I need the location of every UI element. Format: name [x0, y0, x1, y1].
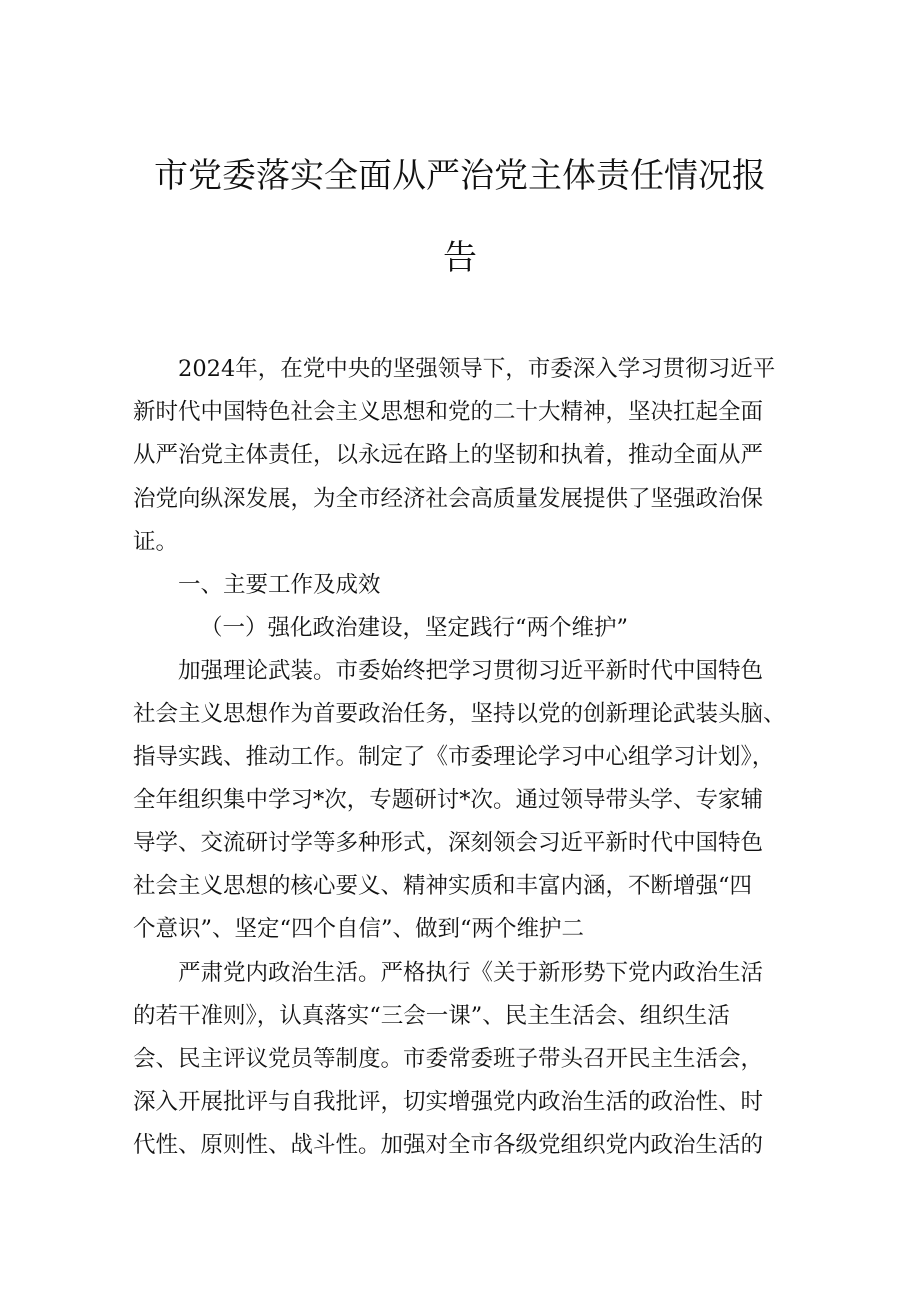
- document-title-line-2: 告: [443, 238, 477, 278]
- paragraph-line: 的若干准则》，认真落实“三会一课”、民主生活会、组织生活: [133, 1003, 730, 1029]
- section-heading: 一、主要工作及成效: [178, 572, 381, 598]
- paragraph-line: 会、民主评议党员等制度。市委常委班子带头召开民主生活会，: [133, 1046, 764, 1072]
- paragraph-line: 代性、原则性、战斗性。加强对全市各级党组织党内政治生活的: [133, 1132, 764, 1158]
- paragraph-line: 指导实践、推动工作。制定了《市委理论学习中心组学习计划》，: [133, 744, 775, 770]
- paragraph-line: 全年组织集中学习*次，专题研讨*次。通过领导带头学、专家辅: [133, 787, 764, 813]
- intro-line: 证。: [133, 529, 179, 555]
- paragraph-line: 个意识”、坚定“四个自信”、做到“两个维护二: [133, 916, 585, 942]
- paragraph-line: 社会主义思想的核心要义、精神实质和丰富内涵，不断增强“四: [133, 873, 753, 899]
- paragraph-line: 深入开展批评与自我批评，切实增强党内政治生活的政治性、时: [133, 1089, 764, 1115]
- document-title-line-1: 市党委落实全面从严治党主体责任情况报: [154, 156, 766, 196]
- paragraph-line: 加强理论武装。市委始终把学习贯彻习近平新时代中国特色: [178, 658, 764, 684]
- paragraph-line: 社会主义思想作为首要政治任务，坚持以党的创新理论武装头脑、: [133, 701, 786, 727]
- intro-line: 从严治党主体责任，以永远在路上的坚韧和执着，推动全面从严: [133, 442, 764, 468]
- intro-line: 治党向纵深发展，为全市经济社会高质量发展提供了坚强政治保: [133, 486, 764, 512]
- paragraph-line: 严肃党内政治生活。严格执行《关于新形势下党内政治生活: [178, 960, 764, 986]
- paragraph-line: 导学、交流研讨学等多种形式，深刻领会习近平新时代中国特色: [133, 830, 764, 856]
- subsection-heading: （一）强化政治建设，坚定践行“两个维护”: [200, 615, 629, 641]
- intro-line: 新时代中国特色社会主义思想和党的二十大精神，坚决扛起全面: [133, 399, 764, 425]
- intro-line: 2024年，在党中央的坚强领导下，市委深入学习贯彻习近平: [178, 356, 776, 382]
